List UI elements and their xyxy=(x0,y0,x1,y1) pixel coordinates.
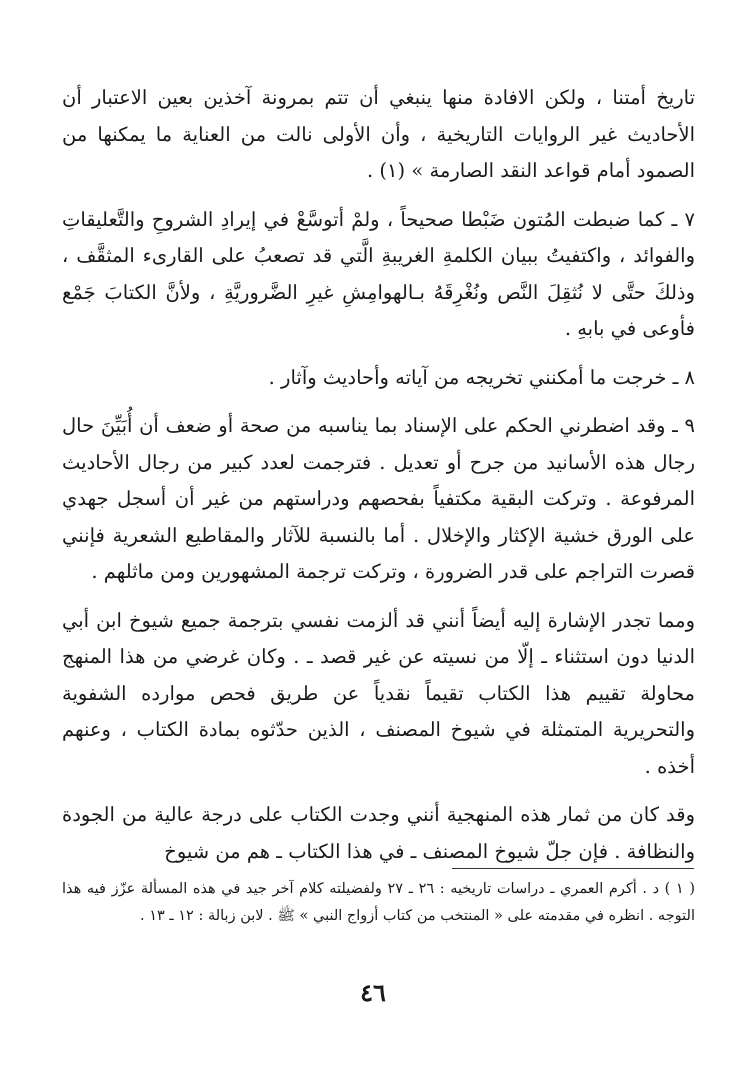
main-text xyxy=(62,80,695,882)
paragraph-3: ٨ ـ خرجت ما أمكنني تخريجه من آياته وأحاديث وآثار . xyxy=(268,365,695,389)
paragraph-2: ٧ ـ كما ضبطت المُتون ضَبْطا صحيحاً ، ولمْ أتوسَّعْ في إيرادِ الشروحِ والتَّعليقاتِ والفوائد ، واكتفيتُ ببيان الكلمةِ الغريبةِ الَّتي قد تصعبُ على القارىء المثقَّف ، وذلكَ حتَّى لا نُثقِلَ النَّص ونُغْرِقَهُ بـالهوامِشِ غيرِ الضَّروريَّةِ ، ولأنَّ الكتابَ جَمْع فأوعى في بابهِ . xyxy=(62,207,695,340)
footnote: ( ١ ) د . أكرم العمري ـ دراسات تاريخيه : ٢٦ ـ ٢٧ ولفضيلته كلام آخر جيد في هذه المسألة عزّز فيه هذا التوجه . انظره في مقدمته على « المنتخب من كتاب أزواج النبي » ﷺ . لابن زبالة : ١٢ ـ ١٣ . xyxy=(62,881,695,924)
paragraph-4: ٩ ـ وقد اضطرني الحكم على الإسناد بما يناسبه من صحة أو ضعف أن أُبَيِّنَ حال رجال هذه الأسانيد من جرح أو تعديل . فترجمت لعدد كبير من رجال الأحاديث المرفوعة . وتركت البقية مكتفياً بفحصهم ودراستهم من غير أن أسجل جهدي على الورق خشية الإكثار والإخلال . أما بالنسبة للآثار والمقاطيع الشعرية فإنني قصرت التراجم على قدر الضرورة ، وتركت ترجمة المشهورين ومن ماثلهم . xyxy=(62,414,695,583)
paragraph-5: ومما تجدر الإشارة إليه أيضاً أنني قد ألزمت نفسي بترجمة جميع شيوخ ابن أبي الدنيا دون استثناء ـ إلّا من نسيته عن غير قصد ـ . وكان غرضي من هذا المنهج محاولة تقييم هذا الكتاب تقيماً نقدياً عن طريق فحص موارده الشفوية والتحريرية المتمثلة في شيوخ المصنف ، الذين حدّثوه بمادة الكتاب ، وعنهم أخذه . xyxy=(62,608,695,778)
page-number: ٤٦ xyxy=(360,978,386,1007)
paragraph-1: تاريخ أمتنا ، ولكن الافادة منها ينبغي أن تتم بمرونة آخذين بعين الاعتبار أن الأحاديث غير الروايات التاريخية ، وأن الأولى نالت من العناية ما يمكنها من الصمود أمام قواعد النقد الصارمة » (١) . xyxy=(62,86,695,182)
paragraph-6: وقد كان من ثمار هذه المنهجية أنني وجدت الكتاب على درجة عالية من الجودة والنظافة . فإن جلّ شيوخ المصنف ـ في هذا الكتاب ـ هم من شيوخ xyxy=(62,803,695,863)
footnote-divider xyxy=(452,868,694,869)
